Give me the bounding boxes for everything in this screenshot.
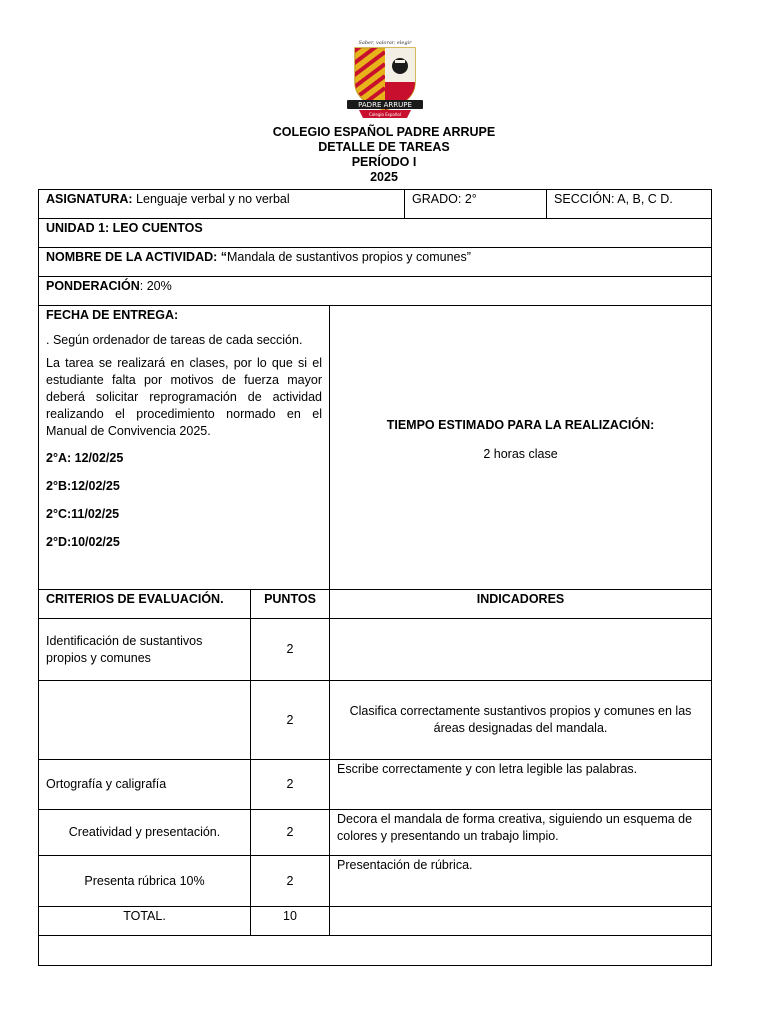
subject-cell <box>39 190 405 219</box>
unit-row <box>39 219 712 248</box>
school-crest-logo <box>345 38 425 122</box>
total-indicator-cell <box>330 907 712 936</box>
weight-value: : 20% <box>139 279 172 293</box>
delivery-paragraph: La tarea se realizará en clases, por lo que si el estudiante falta por motivos de fuerza mayor deberá solicitar reprogramación de actividad realizando el procedimiento normado en el Manual de Convivencia 2025. <box>46 356 322 438</box>
activity-row <box>39 248 712 277</box>
unit-cell: UNIDAD 1: LEO CUENTOS <box>39 219 712 248</box>
activity-value: Mandala de sustantivos propios y comunes” <box>227 250 471 264</box>
grade-cell: GRADO: 2° <box>405 190 547 219</box>
indicator-cell: Clasifica correctamente sustantivos propios y comunes en las áreas designadas del mandala. <box>330 681 712 760</box>
weight-label: PONDERACIÓN <box>46 279 140 293</box>
year: 2025 <box>370 170 398 184</box>
empty-row <box>39 936 712 966</box>
estimated-time-label: TIEMPO ESTIMADO PARA LA REALIZACIÓN: <box>386 417 655 432</box>
school-name: COLEGIO ESPAÑOL PADRE ARRUPE <box>272 125 496 139</box>
criteria-cell: Presenta rúbrica 10% <box>39 856 251 907</box>
activity-label: NOMBRE DE LA ACTIVIDAD: “ <box>46 250 228 264</box>
points-cell: 2 <box>251 856 330 907</box>
empty-cell <box>39 936 712 966</box>
subject-label: ASIGNATURA: <box>46 192 133 206</box>
criteria-cell: Identificación de sustantivos propios y comunes <box>39 619 251 681</box>
date-2d: 2°D:10/02/25 <box>46 535 120 549</box>
criteria-cell <box>39 681 251 760</box>
delivery-row <box>39 306 712 590</box>
estimated-time-value: 2 horas clase <box>483 446 558 461</box>
subject-row <box>39 190 712 219</box>
logo-motto: Saber, valorar, elegir <box>358 40 412 46</box>
subject-value: Lenguaje verbal y no verbal <box>132 192 290 206</box>
indicator-cell: Escribe correctamente y con letra legible las palabras. <box>330 760 712 810</box>
indicator-cell: Presentación de rúbrica. <box>330 856 712 907</box>
criteria-header: CRITERIOS DE EVALUACIÓN. <box>39 590 251 619</box>
points-cell: 2 <box>251 681 330 760</box>
weight-row <box>39 277 712 306</box>
delivery-date-cell <box>39 306 330 590</box>
points-cell: 2 <box>251 760 330 810</box>
document-header <box>0 125 768 185</box>
indicators-header: INDICADORES <box>330 590 712 619</box>
indicator-cell <box>330 619 712 681</box>
criteria-row <box>39 810 712 856</box>
document-title: DETALLE DE TAREAS <box>318 140 450 154</box>
total-row <box>39 907 712 936</box>
date-2b: 2°B:12/02/25 <box>46 479 120 493</box>
weight-cell <box>39 277 712 306</box>
delivery-date-label: FECHA DE ENTREGA: <box>46 308 179 322</box>
date-2c: 2°C:11/02/25 <box>46 507 120 521</box>
criteria-row <box>39 760 712 810</box>
date-2a: 2°A: 12/02/25 <box>46 451 124 465</box>
activity-cell <box>39 248 712 277</box>
points-cell: 2 <box>251 619 330 681</box>
task-detail-table <box>38 189 712 966</box>
criteria-header-row <box>39 590 712 619</box>
points-cell: 2 <box>251 810 330 856</box>
criteria-cell: Creatividad y presentación. <box>39 810 251 856</box>
logo-subtitle: Colegio Español <box>369 112 401 117</box>
total-label: TOTAL. <box>39 907 251 936</box>
logo-banner: PADRE ARRUPE <box>358 101 412 109</box>
section-cell: SECCIÓN: A, B, C D. <box>547 190 712 219</box>
criteria-row <box>39 856 712 907</box>
estimated-time-cell <box>330 306 712 590</box>
delivery-note: . Según ordenador de tareas de cada sección. <box>46 333 303 347</box>
criteria-row <box>39 681 712 760</box>
indicator-cell: Decora el mandala de forma creativa, siguiendo un esquema de colores y presentando un trabajo limpio. <box>330 810 712 856</box>
points-header: PUNTOS <box>251 590 330 619</box>
criteria-cell: Ortografía y caligrafía <box>39 760 251 810</box>
period: PERÍODO I <box>351 155 417 169</box>
total-value: 10 <box>251 907 330 936</box>
criteria-row <box>39 619 712 681</box>
